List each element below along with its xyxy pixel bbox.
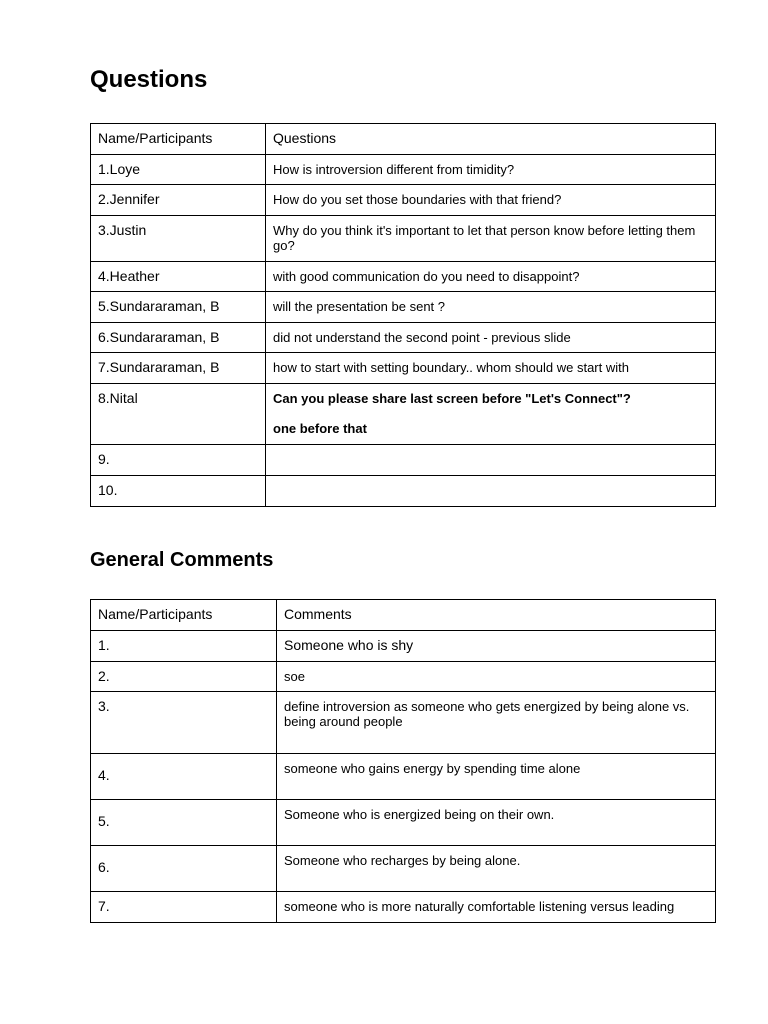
participant-name: 5.: [91, 800, 277, 846]
comment-text: Someone who is shy: [277, 631, 716, 662]
header-name-participants: Name/Participants: [91, 124, 266, 155]
table-row: [91, 185, 716, 216]
comment-text: someone who gains energy by spending time alone: [277, 754, 716, 800]
comment-text: Someone who is energized being on their own.: [277, 800, 716, 846]
participant-name: 7.Sundararaman, B: [91, 353, 266, 384]
table-row: [91, 384, 716, 445]
table-row: [91, 631, 716, 662]
comment-text: someone who is more naturally comfortable listening versus leading: [277, 892, 716, 923]
table-row: [91, 445, 716, 476]
participant-name: 6.Sundararaman, B: [91, 323, 266, 353]
table-row: [91, 846, 716, 892]
question-text: Why do you think it's important to let that person know before letting them go?: [266, 216, 716, 262]
header-questions: Questions: [266, 124, 716, 155]
participant-name: 8.Nital: [91, 384, 266, 445]
participant-name: 1.: [91, 631, 277, 662]
comments-table: [90, 599, 716, 923]
table-row: [91, 323, 716, 353]
table-header-row: [91, 124, 716, 155]
table-header-row: [91, 600, 716, 631]
question-text: How is introversion different from timidity?: [266, 155, 716, 185]
participant-name: 3.Justin: [91, 216, 266, 262]
table-row: [91, 692, 716, 754]
participant-name: 2.Jennifer: [91, 185, 266, 216]
participant-name: 7.: [91, 892, 277, 923]
table-row: [91, 662, 716, 692]
comment-text: soe: [277, 662, 716, 692]
table-row: [91, 155, 716, 185]
comment-text: Someone who recharges by being alone.: [277, 846, 716, 892]
participant-name: 5.Sundararaman, B: [91, 292, 266, 323]
table-row: [91, 800, 716, 846]
participant-name: 2.: [91, 662, 277, 692]
question-text: did not understand the second point - previous slide: [266, 323, 716, 353]
question-text: How do you set those boundaries with that friend?: [266, 185, 716, 216]
participant-name: 4.Heather: [91, 262, 266, 292]
question-paragraph: Can you please share last screen before "Let's Connect"?: [273, 391, 631, 406]
participant-name: 10.: [91, 476, 266, 507]
header-comments: Comments: [277, 600, 716, 631]
question-text: [266, 445, 716, 476]
question-text: [266, 384, 716, 445]
question-text: how to start with setting boundary.. whom should we start with: [266, 353, 716, 384]
participant-name: 1.Loye: [91, 155, 266, 185]
question-text: will the presentation be sent ?: [266, 292, 716, 323]
participant-name: 9.: [91, 445, 266, 476]
participant-name: 6.: [91, 846, 277, 892]
table-row: [91, 262, 716, 292]
participant-name: 4.: [91, 754, 277, 800]
question-text: [266, 476, 716, 507]
table-row: [91, 892, 716, 923]
questions-heading: Questions: [90, 66, 208, 93]
header-name-participants: Name/Participants: [91, 600, 277, 631]
comment-text: define introversion as someone who gets energized by being alone vs. being around people: [277, 692, 716, 754]
table-row: [91, 216, 716, 262]
question-text: with good communication do you need to disappoint?: [266, 262, 716, 292]
table-row: [91, 754, 716, 800]
questions-table: [90, 123, 716, 507]
participant-name: 3.: [91, 692, 277, 754]
general-comments-heading: General Comments: [90, 549, 274, 571]
question-paragraph: one before that: [273, 421, 367, 436]
table-row: [91, 292, 716, 323]
table-row: [91, 476, 716, 507]
table-row: [91, 353, 716, 384]
